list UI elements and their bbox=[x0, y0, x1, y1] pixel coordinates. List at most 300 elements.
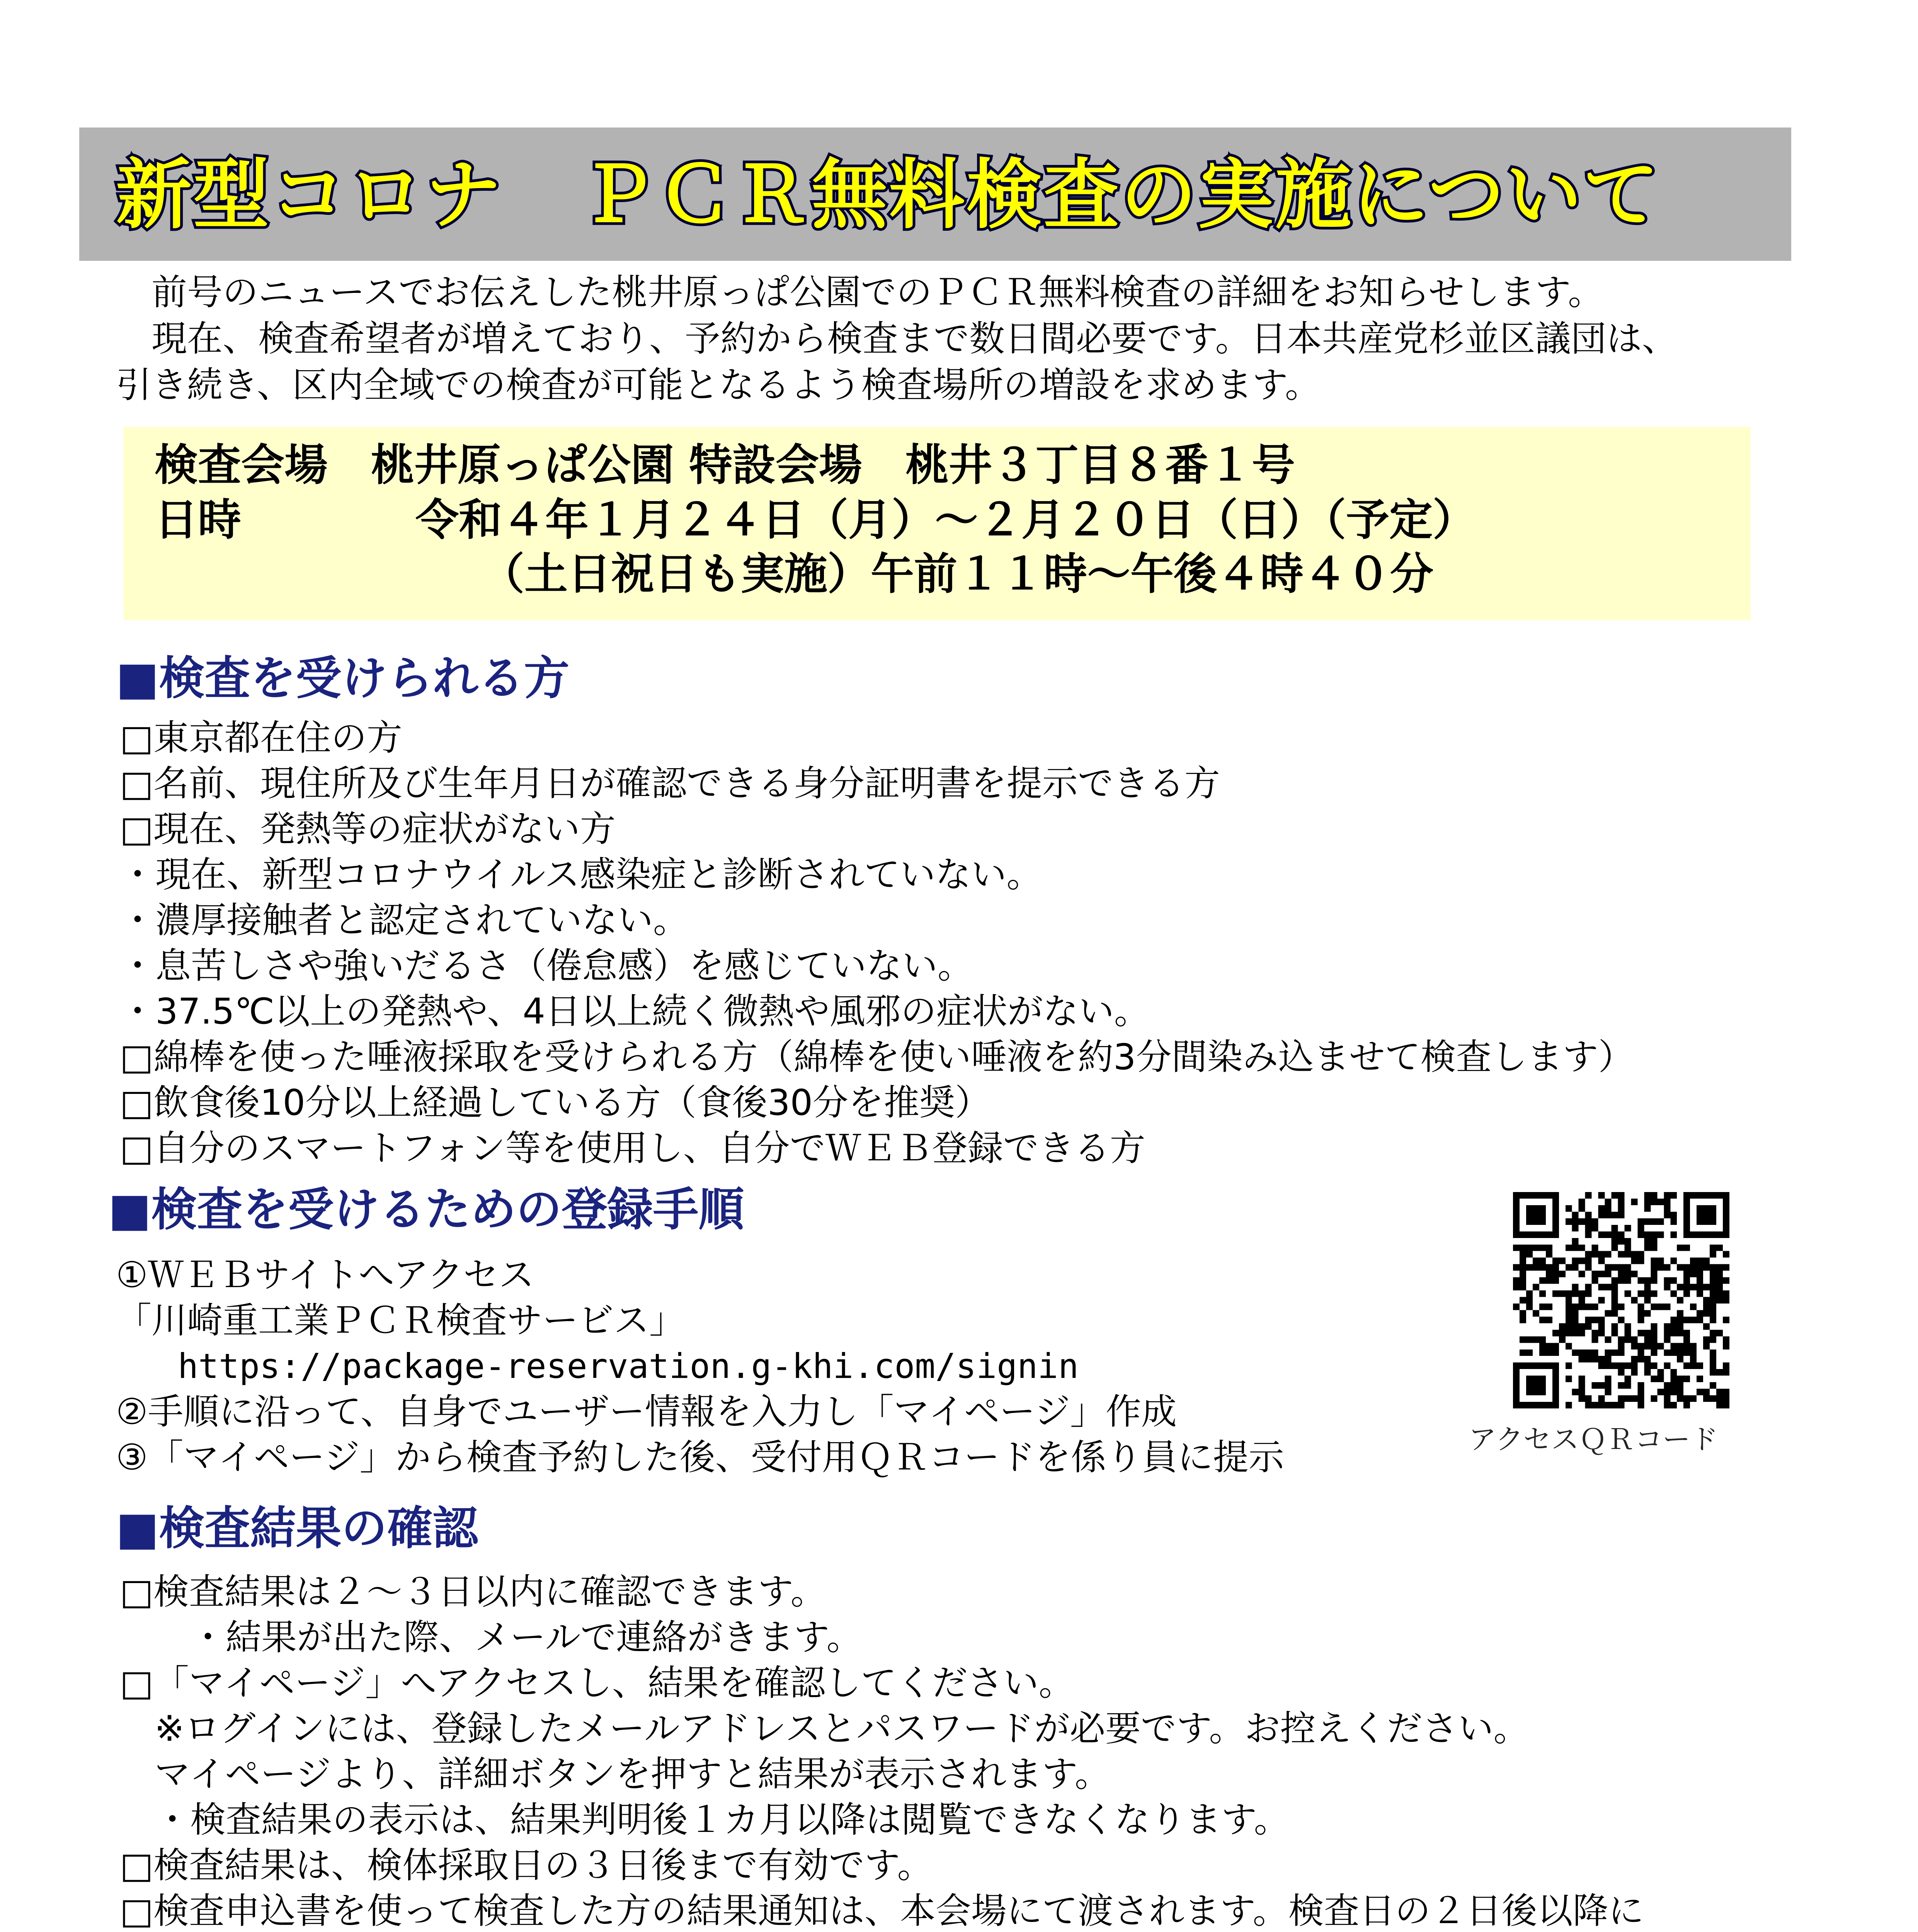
qr-module bbox=[1612, 1310, 1618, 1316]
qr-module bbox=[1598, 1356, 1605, 1362]
qr-module bbox=[1690, 1264, 1697, 1271]
qr-module bbox=[1592, 1402, 1598, 1408]
qr-module bbox=[1526, 1297, 1533, 1304]
registration-site-name: 「川崎重工業ＰＣＲ検査サービス」 bbox=[116, 1300, 685, 1341]
qr-module bbox=[1723, 1218, 1729, 1225]
qr-module bbox=[1697, 1316, 1703, 1323]
qr-module bbox=[1566, 1297, 1572, 1304]
qr-module bbox=[1651, 1376, 1657, 1382]
qr-module bbox=[1612, 1323, 1618, 1330]
qr-module bbox=[1697, 1218, 1703, 1225]
qr-module bbox=[1592, 1303, 1598, 1310]
qr-module bbox=[1579, 1303, 1585, 1310]
qr-module bbox=[1598, 1284, 1605, 1291]
registration-step: ③「マイページ」から検査予約した後、受付用ＱＲコードを係り員に提示 bbox=[116, 1437, 1284, 1478]
qr-module bbox=[1637, 1303, 1644, 1310]
qr-module bbox=[1624, 1225, 1631, 1231]
results-item: ※ログインには、登録したメールアドレスとパスワードが必要です。お控えください。 bbox=[155, 1708, 1529, 1749]
qr-module bbox=[1624, 1330, 1631, 1336]
qr-module bbox=[1585, 1225, 1592, 1231]
qr-module bbox=[1585, 1284, 1592, 1291]
qr-module bbox=[1618, 1316, 1625, 1323]
qr-module bbox=[1598, 1192, 1605, 1199]
qr-module bbox=[1637, 1231, 1644, 1238]
qr-module bbox=[1677, 1310, 1683, 1316]
qr-module bbox=[1552, 1258, 1559, 1264]
qr-module bbox=[1572, 1349, 1579, 1356]
qr-module bbox=[1552, 1362, 1559, 1369]
qr-module bbox=[1703, 1284, 1710, 1291]
qr-module bbox=[1716, 1402, 1723, 1408]
qr-module bbox=[1697, 1310, 1703, 1316]
qr-module bbox=[1664, 1330, 1670, 1336]
qr-module bbox=[1644, 1291, 1651, 1297]
qr-module bbox=[1710, 1192, 1716, 1199]
qr-module bbox=[1624, 1291, 1631, 1297]
qr-module bbox=[1579, 1205, 1585, 1212]
qr-module bbox=[1670, 1330, 1677, 1336]
qr-module bbox=[1612, 1264, 1618, 1271]
qr-module bbox=[1526, 1376, 1533, 1382]
qr-module bbox=[1598, 1251, 1605, 1258]
qr-module bbox=[1710, 1303, 1716, 1310]
qr-module bbox=[1579, 1376, 1585, 1382]
qr-module bbox=[1618, 1402, 1625, 1408]
qr-module bbox=[1690, 1231, 1697, 1238]
qr-module bbox=[1690, 1395, 1697, 1402]
qr-module bbox=[1513, 1218, 1520, 1225]
qr-module bbox=[1526, 1336, 1533, 1343]
eligible-item: ・37.5℃以上の発熱や、4日以上続く微熱や風邪の症状がない。 bbox=[120, 991, 1150, 1032]
qr-module bbox=[1697, 1264, 1703, 1271]
qr-module bbox=[1513, 1264, 1520, 1271]
qr-module bbox=[1723, 1362, 1729, 1369]
qr-module bbox=[1631, 1199, 1637, 1205]
qr-module bbox=[1683, 1264, 1690, 1271]
qr-module bbox=[1618, 1349, 1625, 1356]
qr-module bbox=[1539, 1362, 1546, 1369]
qr-module bbox=[1710, 1310, 1716, 1316]
qr-module bbox=[1690, 1343, 1697, 1349]
qr-module bbox=[1697, 1258, 1703, 1264]
qr-module bbox=[1566, 1264, 1572, 1271]
qr-module bbox=[1624, 1277, 1631, 1284]
registration-step: ①ＷＥＢサイトへアクセス bbox=[116, 1254, 534, 1296]
qr-module bbox=[1552, 1218, 1559, 1225]
qr-module bbox=[1670, 1369, 1677, 1376]
results-item: □検査結果は、検体採取日の３日後まで有効です。 bbox=[120, 1845, 933, 1886]
qr-module bbox=[1513, 1277, 1520, 1284]
qr-module bbox=[1520, 1402, 1526, 1408]
qr-module bbox=[1552, 1271, 1559, 1277]
qr-module bbox=[1513, 1382, 1520, 1389]
qr-module bbox=[1552, 1349, 1559, 1356]
qr-module bbox=[1585, 1356, 1592, 1362]
date-label: 日時 bbox=[155, 495, 241, 545]
qr-module bbox=[1644, 1231, 1651, 1238]
qr-module bbox=[1546, 1349, 1552, 1356]
qr-module bbox=[1683, 1277, 1690, 1284]
qr-module bbox=[1690, 1356, 1697, 1362]
qr-module bbox=[1566, 1343, 1572, 1349]
qr-module bbox=[1579, 1323, 1585, 1330]
qr-module bbox=[1683, 1362, 1690, 1369]
qr-module bbox=[1539, 1402, 1546, 1408]
qr-module bbox=[1618, 1238, 1625, 1245]
qr-module bbox=[1612, 1277, 1618, 1284]
qr-module bbox=[1546, 1277, 1552, 1284]
qr-module bbox=[1579, 1382, 1585, 1389]
qr-module bbox=[1579, 1291, 1585, 1297]
qr-module bbox=[1703, 1303, 1710, 1310]
qr-module bbox=[1637, 1356, 1644, 1362]
qr-module bbox=[1552, 1199, 1559, 1205]
qr-module bbox=[1546, 1264, 1552, 1271]
qr-module bbox=[1683, 1205, 1690, 1212]
qr-module bbox=[1552, 1192, 1559, 1199]
qr-code-icon[interactable] bbox=[1513, 1192, 1729, 1408]
qr-module bbox=[1605, 1362, 1612, 1369]
qr-module bbox=[1520, 1316, 1526, 1323]
qr-module bbox=[1723, 1343, 1729, 1349]
qr-module bbox=[1566, 1402, 1572, 1408]
qr-module bbox=[1552, 1231, 1559, 1238]
qr-module bbox=[1533, 1205, 1539, 1212]
qr-module bbox=[1683, 1402, 1690, 1408]
qr-module bbox=[1716, 1369, 1723, 1376]
qr-module bbox=[1677, 1284, 1683, 1291]
registration-url-link[interactable]: https://package-reservation.g-khi.com/signin bbox=[178, 1346, 1079, 1386]
qr-module bbox=[1624, 1251, 1631, 1258]
qr-module bbox=[1677, 1297, 1683, 1304]
qr-module bbox=[1716, 1277, 1723, 1284]
qr-module bbox=[1657, 1258, 1664, 1264]
qr-module bbox=[1644, 1336, 1651, 1343]
qr-module bbox=[1637, 1277, 1644, 1284]
qr-module bbox=[1710, 1291, 1716, 1297]
qr-module bbox=[1677, 1330, 1683, 1336]
qr-module bbox=[1657, 1199, 1664, 1205]
qr-module bbox=[1526, 1231, 1533, 1238]
qr-module bbox=[1592, 1356, 1598, 1362]
qr-module bbox=[1651, 1245, 1657, 1251]
qr-module bbox=[1697, 1271, 1703, 1277]
eligible-item: □自分のスマートフォン等を使用し、自分でＷＥＢ登録できる方 bbox=[120, 1128, 1145, 1169]
eligible-item: □飲食後10分以上経過している方（食後30分を推奨） bbox=[120, 1082, 991, 1123]
qr-module bbox=[1592, 1218, 1598, 1225]
qr-module bbox=[1592, 1316, 1598, 1323]
qr-module bbox=[1539, 1382, 1546, 1389]
qr-module bbox=[1526, 1205, 1533, 1212]
qr-module bbox=[1670, 1323, 1677, 1330]
qr-module bbox=[1618, 1362, 1625, 1369]
qr-module bbox=[1631, 1297, 1637, 1304]
qr-module bbox=[1664, 1303, 1670, 1310]
qr-module bbox=[1513, 1231, 1520, 1238]
qr-module bbox=[1513, 1225, 1520, 1231]
qr-module bbox=[1526, 1362, 1533, 1369]
qr-module bbox=[1710, 1382, 1716, 1389]
qr-module bbox=[1664, 1395, 1670, 1402]
qr-module bbox=[1664, 1389, 1670, 1395]
qr-module bbox=[1670, 1192, 1677, 1199]
qr-module bbox=[1664, 1362, 1670, 1369]
qr-module bbox=[1605, 1212, 1612, 1218]
qr-module bbox=[1520, 1245, 1526, 1251]
qr-module bbox=[1552, 1369, 1559, 1376]
qr-module bbox=[1690, 1349, 1697, 1356]
qr-module bbox=[1651, 1395, 1657, 1402]
qr-module bbox=[1644, 1205, 1651, 1212]
qr-module bbox=[1513, 1284, 1520, 1291]
qr-module bbox=[1637, 1330, 1644, 1336]
qr-module bbox=[1723, 1277, 1729, 1284]
qr-module bbox=[1552, 1205, 1559, 1212]
qr-module bbox=[1533, 1402, 1539, 1408]
qr-module bbox=[1670, 1277, 1677, 1284]
qr-module bbox=[1690, 1192, 1697, 1199]
eligible-item: ・息苦しさや強いだるさ（倦怠感）を感じていない。 bbox=[120, 945, 973, 986]
intro-line-2: 現在、検査希望者が増えており、予約から検査まで数日間必要です。日本共産党杉並区議団は、 bbox=[116, 318, 1678, 359]
intro-line-3: 引き続き、区内全域での検査が可能となるよう検査場所の増設を求めます。 bbox=[116, 364, 1321, 406]
qr-module bbox=[1572, 1291, 1579, 1297]
qr-module bbox=[1513, 1212, 1520, 1218]
eligible-item: ・濃厚接触者と認定されていない。 bbox=[120, 900, 689, 941]
qr-module bbox=[1513, 1205, 1520, 1212]
qr-module bbox=[1585, 1212, 1592, 1218]
qr-module bbox=[1539, 1277, 1546, 1284]
qr-module bbox=[1612, 1192, 1618, 1199]
qr-module bbox=[1683, 1316, 1690, 1323]
qr-module bbox=[1585, 1218, 1592, 1225]
qr-module bbox=[1644, 1245, 1651, 1251]
qr-module bbox=[1637, 1402, 1644, 1408]
qr-module bbox=[1710, 1245, 1716, 1251]
qr-module bbox=[1533, 1231, 1539, 1238]
qr-module bbox=[1539, 1231, 1546, 1238]
qr-module bbox=[1612, 1362, 1618, 1369]
qr-module bbox=[1605, 1251, 1612, 1258]
qr-module bbox=[1710, 1297, 1716, 1304]
qr-module bbox=[1664, 1323, 1670, 1330]
qr-module bbox=[1539, 1218, 1546, 1225]
qr-module bbox=[1559, 1323, 1566, 1330]
qr-module bbox=[1526, 1192, 1533, 1199]
qr-module bbox=[1697, 1362, 1703, 1369]
qr-module bbox=[1612, 1284, 1618, 1291]
eligible-item: □東京都在住の方 bbox=[120, 717, 402, 759]
qr-module bbox=[1526, 1264, 1533, 1271]
qr-module bbox=[1624, 1362, 1631, 1369]
qr-module bbox=[1703, 1323, 1710, 1330]
qr-module bbox=[1644, 1369, 1651, 1376]
qr-module bbox=[1697, 1389, 1703, 1395]
qr-module bbox=[1605, 1376, 1612, 1382]
qr-module bbox=[1618, 1264, 1625, 1271]
qr-module bbox=[1637, 1349, 1644, 1356]
qr-module bbox=[1723, 1402, 1729, 1408]
qr-module bbox=[1598, 1271, 1605, 1277]
qr-module bbox=[1697, 1192, 1703, 1199]
qr-module bbox=[1677, 1376, 1683, 1382]
qr-module bbox=[1637, 1225, 1644, 1231]
qr-module bbox=[1513, 1395, 1520, 1402]
qr-module bbox=[1677, 1343, 1683, 1349]
qr-module bbox=[1716, 1291, 1723, 1297]
qr-module bbox=[1710, 1277, 1716, 1284]
qr-module bbox=[1644, 1362, 1651, 1369]
qr-module bbox=[1651, 1362, 1657, 1369]
qr-module bbox=[1566, 1323, 1572, 1330]
qr-module bbox=[1683, 1218, 1690, 1225]
qr-module bbox=[1670, 1349, 1677, 1356]
qr-module bbox=[1605, 1231, 1612, 1238]
qr-module bbox=[1520, 1258, 1526, 1264]
qr-module bbox=[1552, 1343, 1559, 1349]
qr-module bbox=[1710, 1330, 1716, 1336]
qr-module bbox=[1683, 1245, 1690, 1251]
qr-module bbox=[1533, 1336, 1539, 1343]
qr-module bbox=[1723, 1395, 1729, 1402]
qr-module bbox=[1677, 1389, 1683, 1395]
qr-module bbox=[1703, 1205, 1710, 1212]
qr-module bbox=[1637, 1258, 1644, 1264]
qr-module bbox=[1566, 1245, 1572, 1251]
qr-module bbox=[1559, 1271, 1566, 1277]
qr-module bbox=[1605, 1199, 1612, 1205]
qr-module bbox=[1683, 1271, 1690, 1277]
qr-module bbox=[1664, 1382, 1670, 1389]
qr-module bbox=[1618, 1192, 1625, 1199]
qr-module bbox=[1598, 1297, 1605, 1304]
qr-module bbox=[1598, 1212, 1605, 1218]
qr-module bbox=[1644, 1330, 1651, 1336]
qr-module bbox=[1552, 1395, 1559, 1402]
qr-module bbox=[1683, 1225, 1690, 1231]
qr-module bbox=[1533, 1362, 1539, 1369]
qr-module bbox=[1631, 1395, 1637, 1402]
qr-module bbox=[1683, 1231, 1690, 1238]
qr-module bbox=[1539, 1258, 1546, 1264]
qr-module bbox=[1723, 1192, 1729, 1199]
qr-module bbox=[1683, 1343, 1690, 1349]
qr-module bbox=[1552, 1277, 1559, 1284]
qr-module bbox=[1579, 1389, 1585, 1395]
qr-module bbox=[1710, 1362, 1716, 1369]
qr-module bbox=[1716, 1231, 1723, 1238]
qr-module bbox=[1657, 1376, 1664, 1382]
qr-module bbox=[1723, 1225, 1729, 1231]
qr-module bbox=[1592, 1251, 1598, 1258]
qr-module bbox=[1651, 1303, 1657, 1310]
qr-module bbox=[1605, 1402, 1612, 1408]
qr-module bbox=[1677, 1264, 1683, 1271]
qr-module bbox=[1592, 1225, 1598, 1231]
qr-module bbox=[1624, 1238, 1631, 1245]
qr-module bbox=[1703, 1258, 1710, 1264]
qr-module bbox=[1618, 1277, 1625, 1284]
qr-module bbox=[1703, 1212, 1710, 1218]
qr-module bbox=[1670, 1291, 1677, 1297]
qr-module bbox=[1533, 1284, 1539, 1291]
qr-module bbox=[1612, 1402, 1618, 1408]
qr-module bbox=[1716, 1395, 1723, 1402]
qr-module bbox=[1618, 1336, 1625, 1343]
eligible-item: ・現在、新型コロナウイルス感染症と診断されていない。 bbox=[120, 854, 1042, 895]
qr-module bbox=[1612, 1225, 1618, 1231]
qr-module bbox=[1631, 1258, 1637, 1264]
qr-module bbox=[1520, 1362, 1526, 1369]
qr-module bbox=[1697, 1284, 1703, 1291]
qr-module bbox=[1697, 1205, 1703, 1212]
qr-module bbox=[1572, 1264, 1579, 1271]
qr-module bbox=[1618, 1395, 1625, 1402]
qr-module bbox=[1526, 1349, 1533, 1356]
eligible-item: □綿棒を使った唾液採取を受けられる方（綿棒を使い唾液を約3分間染み込ませて検査します） bbox=[120, 1036, 1634, 1078]
qr-module bbox=[1716, 1284, 1723, 1291]
qr-module bbox=[1598, 1258, 1605, 1264]
qr-module bbox=[1664, 1192, 1670, 1199]
qr-module bbox=[1585, 1349, 1592, 1356]
intro-line-1: 前号のニュースでお伝えした桃井原っぱ公園でのＰＣＲ無料検査の詳細をお知らせします。 bbox=[116, 272, 1604, 313]
qr-module bbox=[1592, 1271, 1598, 1277]
qr-module bbox=[1605, 1356, 1612, 1362]
qr-module bbox=[1579, 1258, 1585, 1264]
qr-module bbox=[1572, 1303, 1579, 1310]
qr-caption: アクセスＱＲコード bbox=[1469, 1423, 1718, 1456]
qr-module bbox=[1572, 1238, 1579, 1245]
qr-module bbox=[1572, 1258, 1579, 1264]
qr-module bbox=[1520, 1271, 1526, 1277]
qr-module bbox=[1651, 1336, 1657, 1343]
qr-module bbox=[1579, 1199, 1585, 1205]
qr-module bbox=[1612, 1238, 1618, 1245]
qr-module bbox=[1592, 1336, 1598, 1343]
qr-module bbox=[1612, 1212, 1618, 1218]
qr-module bbox=[1566, 1316, 1572, 1323]
results-item: □検査申込書を使って検査した方の結果通知は、本会場にて渡されます。検査日の２日後以降に bbox=[120, 1890, 1644, 1932]
qr-module bbox=[1723, 1264, 1729, 1271]
qr-module bbox=[1585, 1251, 1592, 1258]
qr-module bbox=[1710, 1336, 1716, 1343]
qr-module bbox=[1598, 1382, 1605, 1389]
qr-module bbox=[1624, 1323, 1631, 1330]
qr-module bbox=[1612, 1349, 1618, 1356]
qr-module bbox=[1723, 1251, 1729, 1258]
qr-module bbox=[1723, 1297, 1729, 1304]
qr-module bbox=[1533, 1258, 1539, 1264]
qr-module bbox=[1546, 1343, 1552, 1349]
qr-module bbox=[1598, 1362, 1605, 1369]
qr-module bbox=[1703, 1264, 1710, 1271]
qr-module bbox=[1651, 1291, 1657, 1297]
qr-module bbox=[1572, 1330, 1579, 1336]
qr-module bbox=[1651, 1258, 1657, 1264]
qr-module bbox=[1710, 1251, 1716, 1258]
qr-module bbox=[1566, 1376, 1572, 1382]
qr-module bbox=[1520, 1297, 1526, 1304]
qr-module bbox=[1572, 1212, 1579, 1218]
qr-module bbox=[1657, 1231, 1664, 1238]
date-value: 令和４年１月２４日（月）～２月２０日（日）（予定） bbox=[415, 495, 1476, 545]
qr-module bbox=[1644, 1343, 1651, 1349]
qr-module bbox=[1670, 1389, 1677, 1395]
qr-module bbox=[1624, 1264, 1631, 1271]
qr-module bbox=[1624, 1271, 1631, 1277]
qr-module bbox=[1618, 1303, 1625, 1310]
qr-module bbox=[1579, 1218, 1585, 1225]
qr-module bbox=[1657, 1343, 1664, 1349]
